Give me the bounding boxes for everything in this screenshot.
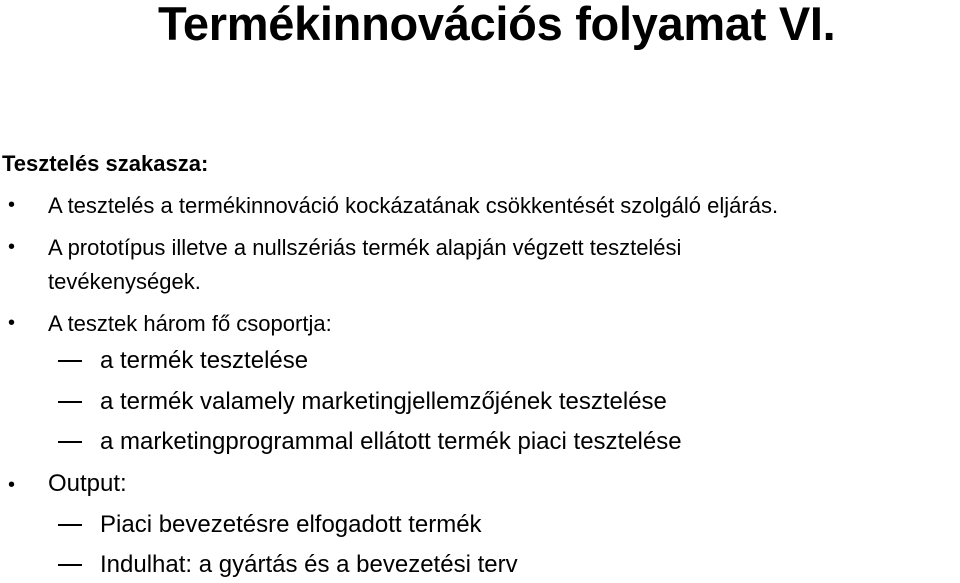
dash-icon (58, 524, 82, 526)
sub-item: a termék tesztelése (100, 347, 309, 374)
bullet-icon: • (8, 194, 16, 216)
dash-icon (58, 401, 82, 403)
bullet-text-continuation: tevékenységek. (48, 269, 201, 294)
bullet-icon: • (8, 474, 16, 496)
sub-item: a termék valamely marketingjellemzőjének tesztelése (100, 388, 667, 415)
bullet-text: A tesztelés a termékinnováció kockázatának csökkentését szolgáló eljárás. (48, 193, 779, 218)
sub-item: Indulhat: a gyártás és a bevezetési terv (100, 551, 518, 578)
slide-title: Termékinnovációs folyamat VI. (158, 0, 836, 50)
sub-item: Piaci bevezetésre elfogadott termék (100, 511, 482, 538)
bullet-text: Output: (48, 470, 127, 497)
section-heading: Tesztelés szakasza: (2, 151, 209, 176)
bullet-icon: • (8, 236, 16, 258)
bullet-text: A tesztek három fő csoportja: (48, 311, 332, 336)
sub-item: a marketingprogrammal ellátott termék piaci tesztelése (100, 428, 682, 455)
dash-icon (58, 564, 82, 566)
dash-icon (58, 441, 82, 443)
bullet-icon: • (8, 312, 16, 334)
bullet-text: A prototípus illetve a nullszériás termék alapján végzett tesztelési (48, 235, 682, 260)
dash-icon (58, 360, 82, 362)
